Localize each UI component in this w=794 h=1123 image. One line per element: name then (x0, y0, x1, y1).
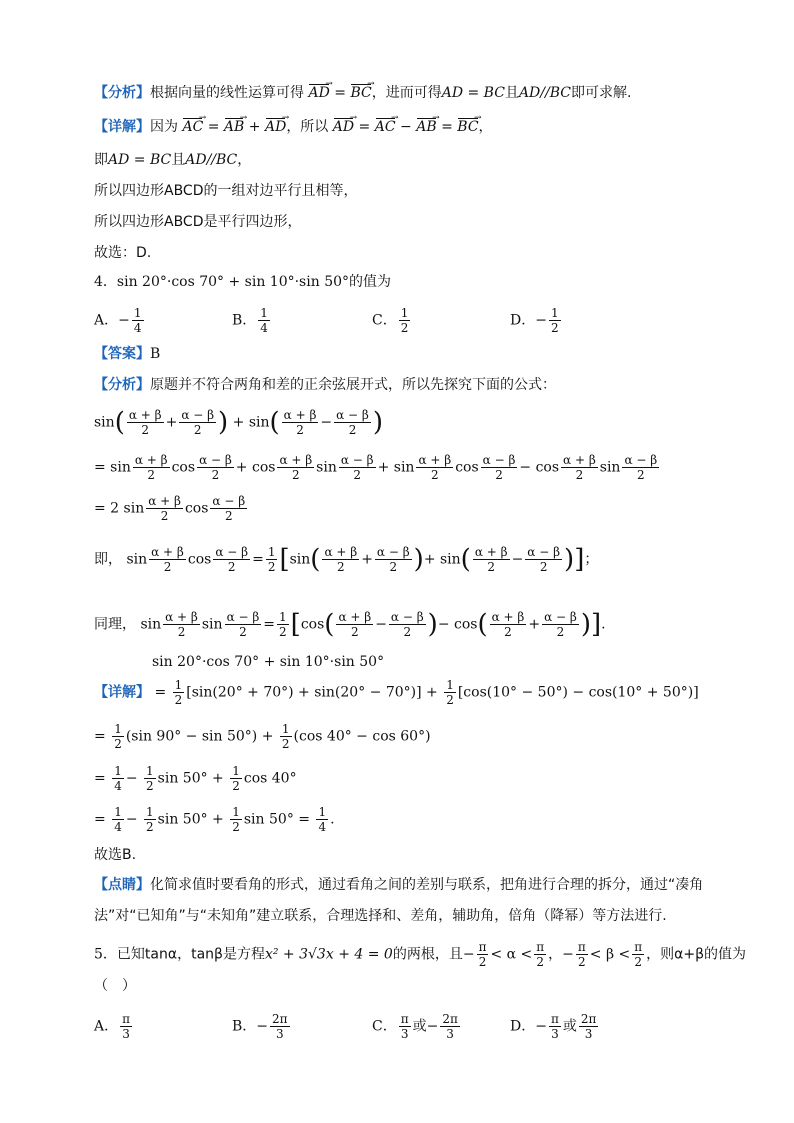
stem-text: 的值为 (349, 274, 392, 290)
option-b: B．− $\frac{2\pi}{3}$ (232, 1012, 288, 1041)
analysis-text: ，进而可得 (371, 85, 442, 101)
equation: AD//BC (185, 152, 238, 168)
numerator: 1 (400, 306, 409, 320)
option-c: C． $\frac{\pi}{3}$ 或− $\frac{2\pi}{3}$ (372, 1012, 458, 1041)
formula-line: 即， sin $\frac{\alpha + \beta}{2}$ cos $\frac{\alpha - \beta}{2}$ = $\frac{1}{2}$ [sin( $\frac{\alpha + \beta}{2}$ + $\frac{\alpha - \beta}{2}$ )+ sin( $\frac{\alpha + \beta}{2}$ − $\frac{\alpha - \beta}{2}$ )]； (94, 544, 599, 575)
comment-line (94, 875, 703, 895)
vector-ad: AD → (333, 117, 354, 137)
detail-line: 【详解】 = $\frac{1}{2}$ [sin(20° + 70°) + sin(20° − 70°)] + $\frac{1}{2}$ [cos(10° − 50°) − cos(10° + 50°)] (94, 678, 699, 707)
text: 且 (171, 152, 186, 168)
answer-value: B (150, 346, 161, 362)
text: ， (237, 152, 252, 168)
stem-text: ，则α+β的值为 (646, 946, 747, 963)
analysis-tag: 【分析】 (94, 377, 150, 393)
option-sign: − (118, 312, 130, 329)
text: 即， (94, 551, 122, 568)
detail-tag: 【详解】 (94, 684, 150, 701)
fraction (549, 306, 561, 335)
option-a: A． $\frac{\pi}{3}$ (94, 1012, 131, 1041)
option-label: C． (372, 312, 397, 329)
vector-ab: AB → (416, 117, 436, 137)
equation: AD = BC (441, 85, 505, 101)
detail-text: ，所以 (286, 119, 329, 135)
vector-ac: AC → (182, 117, 203, 137)
analysis-text: 原题并不符合两角和差的正余弦展开式，所以先探究下面的公式： (150, 377, 556, 393)
stem-text: 的两根，且 (392, 946, 463, 963)
option-b (232, 306, 272, 335)
or-word: 或 (562, 1018, 577, 1035)
option-label: D． (510, 312, 536, 329)
answer-tag: 【答案】 (94, 346, 150, 362)
option-label: C． (372, 1018, 397, 1035)
vector-ad: AD → (265, 117, 286, 137)
equation: x² + 3√3x + 4 = 0 (264, 946, 393, 963)
detail-step: = $\frac{1}{4}$ − $\frac{1}{2}$ sin 50° + $\frac{1}{2}$ cos 40° (94, 764, 297, 793)
denominator: 4 (260, 321, 268, 335)
comment-text: 化简求值时要看角的形式，通过看角之间的差别与联系，把角进行合理的拆分，通过“凑角 (150, 877, 704, 893)
option-a (94, 306, 146, 335)
vector-ab: AB → (224, 117, 244, 137)
option-label: A． (94, 1018, 119, 1035)
text-line (94, 150, 251, 170)
fraction (399, 306, 411, 335)
detail-first-line: sin 20°·cos 70° + sin 10°·sin 50° (152, 654, 385, 670)
option-d (510, 306, 563, 335)
stem-expression: sin 20°·cos 70° + sin 10°·sin 50° (116, 274, 350, 290)
option-sign: − (535, 312, 547, 329)
question-4-stem (94, 272, 391, 292)
option-label: D． (510, 1018, 536, 1035)
detail-step: = $\frac{1}{2}$ (sin 90° − sin 50°) + $\frac{1}{2}$ (cos 40° − cos 60°) (94, 722, 431, 751)
answer-paren: （ ） (94, 978, 136, 994)
numerator: 1 (550, 306, 559, 320)
analysis-line: 【分析】根据向量的线性运算可得 AD → = BC →，进而可得AD = BC且AD//BC即可求解. (94, 83, 631, 103)
stem-text: 已知tanα，tanβ是方程 (116, 946, 265, 963)
numerator: 1 (260, 306, 268, 320)
option-label: B． (232, 1018, 257, 1035)
analysis-text: 根据向量的线性运算可得 (150, 85, 304, 101)
analysis-text: 且 (504, 85, 519, 101)
analysis-line (94, 375, 556, 395)
fraction (258, 306, 270, 335)
equation: AD//BC (518, 85, 571, 101)
text: 即 (94, 152, 108, 168)
vector-ad: AD → (308, 83, 329, 103)
text-line: 所以四边形ABCD的一组对边平行且相等， (94, 183, 358, 199)
formula-line: = sin $\frac{\alpha + \beta}{2}$ cos $\frac{\alpha - \beta}{2}$ + cos $\frac{\alpha + \beta}{2}$ sin $\frac{\alpha - \beta}{2}$ + sin $\frac{\alpha + \beta}{2}$ cos $\frac{\alpha - \beta}{2}$ − cos $\frac{\alpha + \beta}{2}$ sin $\frac{\alpha - \beta}{2}$ (94, 453, 658, 482)
denominator: 2 (400, 321, 409, 335)
analysis-text: 即可求解. (570, 85, 632, 101)
text: 同理， (94, 616, 136, 633)
denominator: 4 (133, 321, 142, 335)
comment-tag: 【点睛】 (94, 877, 150, 893)
formula-line: 同理， sin $\frac{\alpha + \beta}{2}$ sin $\frac{\alpha - \beta}{2}$ = $\frac{1}{2}$ [cos( $\frac{\alpha + \beta}{2}$ − $\frac{\alpha - \beta}{2}$ )− cos( $\frac{\alpha + \beta}{2}$ + $\frac{\alpha - \beta}{2}$ )]. (94, 609, 606, 640)
question-number: 5． (94, 946, 117, 963)
text-line: 所以四边形ABCD是平行四边形， (94, 214, 302, 230)
detail-line: 【详解】因为 AC → = AB → + AD →，所以 AD → = AC → − AB → = BC →， (94, 117, 493, 137)
comment-line: 法”对“已知角”与“未知角”建立联系，合理选择和、差角，辅助角，倍角（降幂）等方法进行. (94, 908, 667, 924)
vector-ac: AC → (375, 117, 396, 137)
detail-text: 因为 (150, 119, 178, 135)
vector-bc: BC → (350, 83, 371, 103)
formula-line: = 2 sin $\frac{\alpha + \beta}{2}$ cos $\frac{\alpha - \beta}{2}$ (94, 494, 246, 523)
question-number: 4． (94, 274, 117, 290)
denominator: 2 (550, 321, 559, 335)
detail-text: ， (478, 119, 493, 135)
option-d: D．− $\frac{\pi}{3}$ 或 $\frac{2\pi}{3}$ (510, 1012, 597, 1041)
question-5-stem: 5．已知tanα，tanβ是方程x² + 3√3x + 4 = 0的两根，且− $\frac{\pi}{2}$ < α < $\frac{\pi}{2}$ ，− $\frac{\pi}{2}$ < β < $\frac{\pi}{2}$ ，则α+β的值为 (94, 940, 747, 969)
or-word: 或 (412, 1018, 427, 1035)
option-label: A． (94, 312, 119, 329)
numerator: 1 (133, 306, 142, 320)
option-c (372, 306, 412, 335)
option-label: B． (232, 312, 257, 329)
equation: AD = BC (108, 152, 172, 168)
analysis-tag: 【分析】 (94, 85, 150, 101)
detail-step: = $\frac{1}{4}$ − $\frac{1}{2}$ sin 50° + $\frac{1}{2}$ sin 50° = $\frac{1}{4}$ . (94, 805, 335, 834)
detail-tag: 【详解】 (94, 119, 150, 135)
conclusion: 故选B. (94, 847, 137, 863)
answer-line (94, 344, 160, 364)
formula-line: sin( $\frac{\alpha + \beta}{2}$ + $\frac{\alpha - \beta}{2}$ ) + sin( $\frac{\alpha + \beta}{2}$ − $\frac{\alpha - \beta}{2}$ ) (94, 407, 384, 438)
vector-bc: BC → (457, 117, 478, 137)
fraction (132, 306, 144, 335)
text-line: 故选：D. (94, 245, 152, 261)
